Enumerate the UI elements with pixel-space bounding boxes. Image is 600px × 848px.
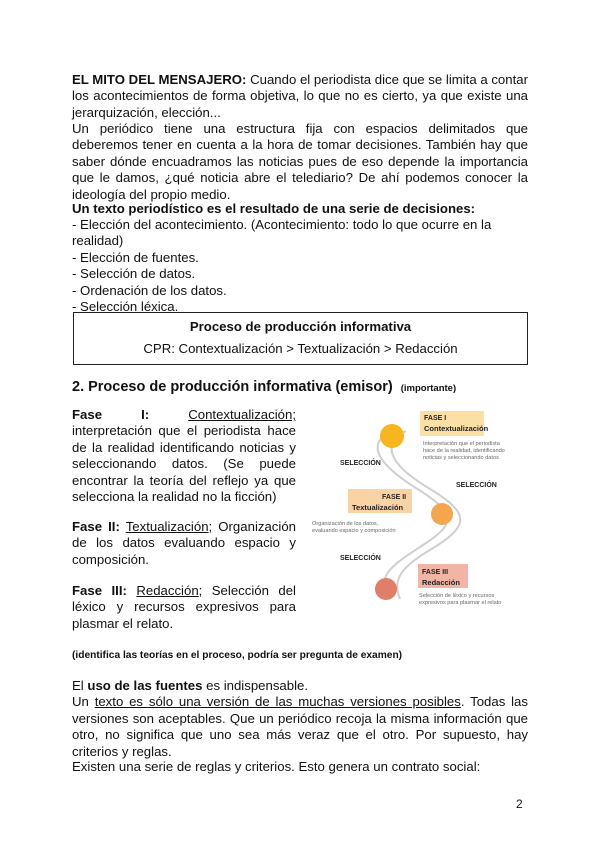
section-title [72,379,456,397]
phase-3 [72,583,296,632]
list-item: - Elección del acontecimiento. (Acontecimiento: todo lo que ocurre en la realidad) [72,217,492,249]
mito-heading: EL MITO DEL MENSAJERO: [72,72,247,87]
diagram-phase-3-desc: Selección de léxico y recursos [419,593,495,599]
section-note: (importante) [400,383,457,394]
sources-pre: El [72,678,88,693]
exam-note: (identifica las teorías en el proceso, podría ser pregunta de examen) [72,650,403,661]
process-diagram [306,403,532,613]
list-item: - Selección léxica. [72,299,179,315]
list-item: - Elección de fuentes. [72,249,199,265]
phase-2-text: ; Organización de los datos evaluando espacio y composición. [72,519,296,567]
phase-1 [72,407,296,505]
diagram-phase-3-name: Redacción [422,578,460,587]
phase-2-label: Fase II: [72,519,120,534]
phase-3-text: ; Selección del léxico y recursos expresivos para plasmar el relato. [72,583,296,631]
sources-bold: uso de las fuentes [87,678,203,693]
phase-1-text: interpretación que el periodista hace de la realidad identificando noticias y seleccionando datos. (Se puede encontrar la teoría del reflejo ya que selecciona la realidad no la ficción) [72,423,296,505]
diagram-phase-1-title: FASE I [424,415,447,422]
sources-l2-post: . Todas las versiones son aceptables. Que un periódico recoja la misma información que otro, no significa que uno sea más veraz que el otro. Por supuesto, hay criterios y reglas. [72,694,528,759]
diagram-phase-1-desc: noticias y seleccionando datos [423,455,499,461]
box-title: Proceso de producción informativa [189,319,412,334]
decisions-heading: Un texto periodístico es el resultado de una serie de decisiones: [72,201,476,216]
box-line: CPR: Contextualización > Textualización > Redacción [143,341,458,357]
diagram-phase-1-desc: hace de la realidad, identificando [423,448,505,454]
sources-l2-underlined: texto es sólo una versión de las muchas versiones posibles [94,694,461,710]
phase-3-term: Redacción [136,583,199,598]
mito-text: Cuando el periodista dice que se limita a contar los acontecimientos de forma objetiva, lo que no es cierto, ya que existe una jerarquización, elección... [72,72,528,120]
diagram-phase-2-desc: evaluando espacio y composición [312,528,396,534]
page-number: 2 [516,797,523,811]
diagram-phase-2-name: Textualización [352,503,404,512]
structure-paragraph: Un periódico tiene una estructura fija con espacios delimitados que deberemos tener en cuenta a la hora de tomar decisiones. También hay que saber dónde encuadramos las noticias pues de eso depende la importancia que le damos, ¿qué noticia abre el telediario? De ahí podemos conocer la ideología del propio medio. [72,121,528,202]
process-box [73,312,528,365]
sources-line-2 [72,694,528,760]
phase-1-label: Fase I: [72,407,150,422]
phase-1-dot [380,424,404,448]
sources-l2-pre: Un [72,694,95,710]
diagram-phase-1-desc: Interpretación que el periodista [423,441,500,447]
section-title-text: 2. Proceso de producción informativa (emisor) [72,379,393,395]
diagram-phase-3-desc: expresivos para plasmar el relato [419,600,502,606]
sources-post: es indispensable. [202,678,309,693]
sources-line-1 [72,678,528,694]
rules-line: Existen una serie de reglas y criterios. Esto genera un contrato social: [72,759,481,774]
list-item: - Selección de datos. [72,266,196,282]
diagram-phase-1-name: Contextualización [424,424,489,433]
phase-2-dot [431,503,453,525]
phase-3-dot [375,578,397,600]
mito-paragraph [72,72,528,121]
decisions-list [72,217,528,315]
phase-3-label: Fase III: [72,583,127,598]
seleccion-label: SELECCIÓN [340,555,381,562]
list-item: - Ordenación de los datos. [72,282,227,298]
seleccion-label: SELECCIÓN [456,482,497,489]
seleccion-label: SELECCIÓN [340,460,381,467]
sources-paragraph [72,678,528,760]
diagram-phase-2-title: FASE II [382,494,407,501]
phase-1-term: Contextualización; [188,407,296,422]
diagram-phase-2-desc: Organización de los datos, [312,521,379,527]
phase-2 [72,519,296,568]
diagram-phase-3-title: FASE III [422,569,449,576]
phase-2-term: Textualización [125,519,209,534]
